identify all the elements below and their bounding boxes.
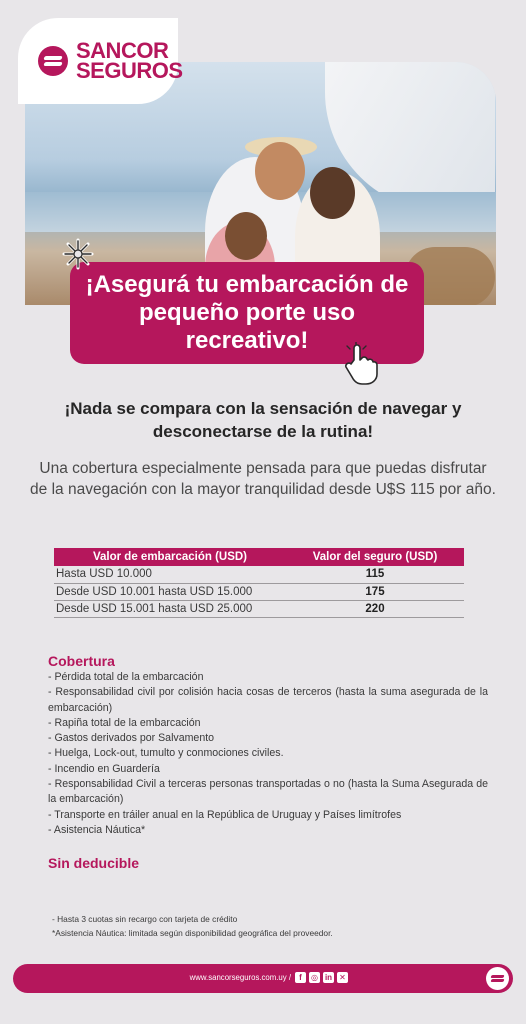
list-item: - Transporte en tráiler anual en la República de Uruguay y Países limítrofes: [48, 808, 402, 821]
sancor-footer-logo-icon[interactable]: [486, 967, 509, 990]
brand-name: [76, 38, 183, 83]
subheadline: ¡Nada se compara con la sensación de navegar y desconectarse de la rutina!: [64, 399, 462, 441]
table-row: [54, 583, 464, 600]
table-row: [54, 566, 464, 583]
x-icon[interactable]: ✕: [337, 972, 348, 983]
brand-logo[interactable]: [18, 18, 183, 104]
pointer-hand-icon: [340, 342, 380, 386]
hero-headline: ¡Asegurá tu embarcación de pequeño porte uso recreativo!: [85, 271, 409, 354]
linkedin-icon[interactable]: in: [324, 973, 333, 982]
footnote: *Asistencia Náutica: limitada según disponibilidad geográfica del proveedor.: [52, 928, 333, 938]
table-header-row: [54, 548, 464, 566]
coverage-list: [48, 670, 488, 838]
instagram-icon[interactable]: ◎: [309, 972, 320, 983]
row-range: Desde USD 10.001 hasta USD 15.000: [54, 583, 286, 600]
website-link[interactable]: www.sancorseguros.com.uy /: [189, 973, 291, 982]
mother-head: [310, 167, 355, 219]
intro-text: Una cobertura especialmente pensada para que puedas disfrutar de la navegación con la mayor tranquilidad desde U$S 115 por año.: [30, 460, 496, 498]
facebook-icon[interactable]: f: [295, 972, 306, 983]
rates-table: [54, 548, 464, 618]
list-item: - Gastos derivados por Salvamento: [48, 732, 215, 745]
list-item: - Asistencia Náutica*: [48, 823, 146, 836]
list-item: - Huelga, Lock-out, tumulto y conmociones civiles.: [48, 747, 284, 760]
row-range: Hasta USD 10.000: [54, 566, 286, 583]
brand-name-line2: SEGUROS: [76, 58, 183, 83]
row-price: 220: [286, 600, 464, 617]
father-head: [255, 142, 305, 200]
row-range: Desde USD 15.001 hasta USD 25.000: [54, 600, 286, 617]
daughter-head: [225, 212, 267, 260]
table-row: [54, 600, 464, 617]
deductible-title: Sin deducible: [48, 855, 140, 871]
footnote: - Hasta 3 cuotas sin recargo con tarjeta de crédito: [52, 914, 238, 924]
coverage-title: Cobertura: [48, 653, 115, 669]
sparkle-icon: [62, 238, 94, 270]
list-item: - Responsabilidad civil por colisión hacia cosas de terceros (hasta la suma asegurada de la embarcación): [48, 686, 488, 714]
list-item: - Pérdida total de la embarcación: [48, 671, 204, 683]
brand-name-line1: SANCOR: [76, 38, 169, 63]
list-item: - Incendio en Guardería: [48, 762, 160, 775]
sancor-logo-icon: [38, 46, 68, 76]
header-boat-value: Valor de embarcación (USD): [54, 548, 286, 566]
footer-bar: [13, 964, 513, 993]
footnotes: [52, 912, 492, 940]
row-price: 175: [286, 583, 464, 600]
list-item: - Responsabilidad Civil a terceras personas transportadas o no (hasta la Suma Asegurada de la embarcación): [48, 778, 488, 806]
header-insurance-value: Valor del seguro (USD): [286, 548, 464, 566]
row-price: 115: [286, 566, 464, 583]
list-item: - Rapiña total de la embarcación: [48, 716, 201, 729]
